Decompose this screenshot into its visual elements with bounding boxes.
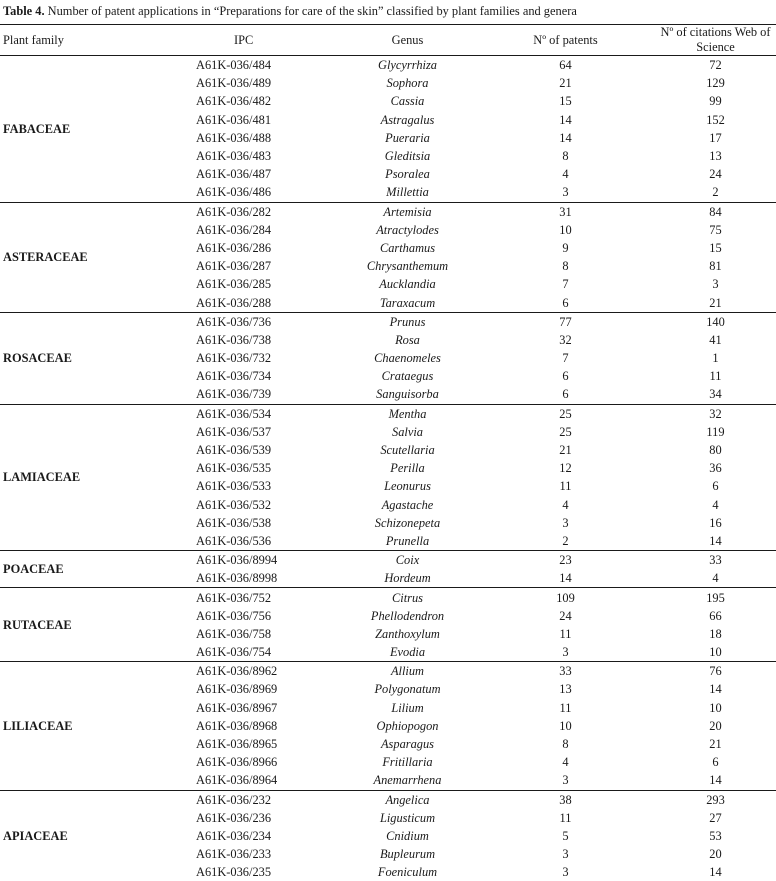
- patents-cell: 3: [562, 185, 569, 200]
- citations-cell: 24: [709, 167, 722, 182]
- citations-cell: 11: [709, 369, 722, 384]
- citations-cell: 84: [709, 204, 722, 219]
- ipc-cell: A61K-036/481: [196, 112, 272, 127]
- family-group: [0, 202, 776, 312]
- patents-cell: 3: [562, 847, 569, 862]
- genus-cell: Citrus: [392, 590, 423, 605]
- table-row: [0, 662, 776, 681]
- genus-cell: Phellodendron: [370, 608, 445, 623]
- genus-cell: Gleditsia: [384, 149, 431, 164]
- ipc-cell: A61K-036/284: [196, 222, 272, 237]
- patents-cell: 33: [559, 664, 572, 679]
- patents-cell: 6: [562, 387, 569, 402]
- ipc-cell: A61K-036/489: [196, 76, 272, 91]
- patents-cell: 38: [559, 792, 572, 807]
- citations-cell: 14: [709, 865, 722, 880]
- ipc-cell: A61K-036/738: [196, 332, 272, 347]
- column-header-genus: Genus: [325, 25, 490, 56]
- patents-cell: 15: [559, 94, 572, 109]
- header-row: [0, 25, 776, 56]
- ipc-cell: A61K-036/8968: [196, 718, 278, 733]
- ipc-cell: A61K-036/488: [196, 130, 272, 145]
- column-header-ipc: IPC: [163, 25, 325, 56]
- patents-cell: 14: [559, 112, 572, 127]
- genus-cell: Cassia: [390, 94, 425, 109]
- genus-cell: Polygonatum: [374, 682, 441, 697]
- patents-cell: 4: [562, 755, 569, 770]
- citations-cell: 293: [706, 792, 725, 807]
- genus-cell: Angelica: [385, 792, 430, 807]
- patents-cell: 6: [562, 369, 569, 384]
- citations-cell: 20: [709, 718, 722, 733]
- table-row: [0, 790, 776, 809]
- genus-cell: Mentha: [388, 406, 427, 421]
- table-row: [0, 588, 776, 607]
- ipc-cell: A61K-036/8967: [196, 700, 278, 715]
- genus-cell: Carthamus: [379, 240, 436, 255]
- patents-cell: 64: [559, 58, 572, 73]
- genus-cell: Sophora: [386, 76, 429, 91]
- ipc-cell: A61K-036/752: [196, 590, 272, 605]
- family-group: [0, 551, 776, 588]
- ipc-cell: A61K-036/236: [196, 810, 272, 825]
- citations-cell: 17: [709, 130, 722, 145]
- ipc-cell: A61K-036/538: [196, 515, 272, 530]
- ipc-cell: A61K-036/486: [196, 185, 272, 200]
- citations-cell: 80: [709, 443, 722, 458]
- plant-family-cell: RUTACEAE: [3, 617, 72, 632]
- genus-cell: Psoralea: [385, 167, 430, 182]
- table-header: [0, 25, 776, 56]
- citations-cell: 140: [706, 314, 725, 329]
- citations-cell: 27: [709, 810, 722, 825]
- genus-cell: Foeniculum: [377, 865, 438, 880]
- ipc-cell: A61K-036/754: [196, 645, 272, 660]
- patents-cell: 2: [562, 533, 569, 548]
- genus-cell: Fritillaria: [382, 755, 433, 770]
- family-group: [0, 588, 776, 662]
- patents-cell: 8: [562, 259, 569, 274]
- patents-cell: 13: [559, 682, 572, 697]
- table-row: [0, 312, 776, 331]
- patents-cell: 8: [562, 737, 569, 752]
- genus-cell: Scutellaria: [380, 443, 435, 458]
- citations-cell: 6: [712, 479, 719, 494]
- citations-cell: 21: [709, 737, 722, 752]
- citations-cell: 76: [709, 664, 722, 679]
- genus-cell: Perilla: [390, 461, 425, 476]
- citations-cell: 75: [709, 222, 722, 237]
- genus-cell: Taraxacum: [379, 295, 436, 310]
- genus-cell: Aucklandia: [379, 277, 436, 292]
- patents-cell: 4: [562, 497, 569, 512]
- ipc-cell: A61K-036/487: [196, 167, 272, 182]
- ipc-cell: A61K-036/232: [196, 792, 272, 807]
- ipc-cell: A61K-036/533: [196, 479, 272, 494]
- table-row: [0, 202, 776, 221]
- table-row: [0, 56, 776, 75]
- patents-cell: 11: [559, 626, 572, 641]
- citations-cell: 10: [709, 700, 722, 715]
- citations-cell: 33: [709, 553, 722, 568]
- genus-cell: Allium: [390, 664, 425, 679]
- patents-cell: 14: [559, 130, 572, 145]
- ipc-cell: A61K-036/736: [196, 314, 272, 329]
- ipc-cell: A61K-036/8965: [196, 737, 278, 752]
- genus-cell: Rosa: [395, 332, 420, 347]
- patents-cell: 7: [562, 351, 569, 366]
- ipc-cell: A61K-036/287: [196, 259, 272, 274]
- citations-cell: 14: [709, 533, 722, 548]
- table-caption: [3, 3, 577, 19]
- column-header-citations: Nº of citations Web of Science: [641, 25, 776, 56]
- genus-cell: Cnidium: [386, 828, 429, 843]
- family-group: [0, 312, 776, 404]
- genus-cell: Bupleurum: [379, 847, 436, 862]
- ipc-cell: A61K-036/758: [196, 626, 272, 641]
- genus-cell: Hordeum: [384, 571, 431, 586]
- genus-cell: Prunella: [385, 533, 430, 548]
- table-row: [0, 404, 776, 423]
- citations-cell: 119: [706, 424, 725, 439]
- ipc-cell: A61K-036/282: [196, 204, 272, 219]
- citations-cell: 53: [709, 828, 722, 843]
- citations-cell: 32: [709, 406, 722, 421]
- genus-cell: Ophiopogon: [376, 718, 439, 733]
- citations-cell: 14: [709, 773, 722, 788]
- genus-cell: Leonurus: [384, 479, 431, 494]
- patents-cell: 5: [562, 828, 569, 843]
- genus-cell: Ligusticum: [379, 810, 436, 825]
- genus-cell: Zanthoxylum: [375, 626, 440, 641]
- ipc-cell: A61K-036/537: [196, 424, 272, 439]
- genus-cell: Millettia: [386, 185, 429, 200]
- patents-cell: 24: [559, 608, 572, 623]
- patents-cell: 7: [562, 277, 569, 292]
- citations-cell: 13: [709, 149, 722, 164]
- citations-cell: 18: [709, 626, 722, 641]
- ipc-cell: A61K-036/739: [196, 387, 272, 402]
- citations-cell: 72: [709, 58, 722, 73]
- citations-cell: 10: [709, 645, 722, 660]
- patents-cell: 25: [559, 406, 572, 421]
- citations-cell: 1: [712, 351, 719, 366]
- ipc-cell: A61K-036/534: [196, 406, 272, 421]
- family-group: [0, 56, 776, 203]
- genus-cell: Sanguisorba: [376, 387, 439, 402]
- citations-cell: 4: [712, 497, 719, 512]
- citations-cell: 21: [709, 295, 722, 310]
- citations-cell: 3: [712, 277, 719, 292]
- ipc-cell: A61K-036/536: [196, 533, 272, 548]
- ipc-cell: A61K-036/734: [196, 369, 272, 384]
- ipc-cell: A61K-036/8969: [196, 682, 278, 697]
- patents-cell: 10: [559, 718, 572, 733]
- column-header-patents: Nº of patents: [490, 25, 641, 56]
- ipc-cell: A61K-036/483: [196, 149, 272, 164]
- patent-table: [0, 24, 776, 881]
- patents-cell: 11: [559, 810, 572, 825]
- genus-cell: Agastache: [381, 497, 434, 512]
- family-group: [0, 662, 776, 790]
- plant-family-cell: ASTERACEAE: [3, 250, 88, 265]
- patents-cell: 6: [562, 295, 569, 310]
- plant-family-cell: LILIACEAE: [3, 718, 73, 733]
- citations-cell: 81: [709, 259, 722, 274]
- patents-cell: 109: [556, 590, 575, 605]
- citations-cell: 2: [712, 185, 719, 200]
- patents-cell: 10: [559, 222, 572, 237]
- genus-cell: Lilium: [391, 700, 424, 715]
- citations-cell: 34: [709, 387, 722, 402]
- patents-cell: 21: [559, 443, 572, 458]
- citations-cell: 99: [709, 94, 722, 109]
- patents-cell: 11: [559, 479, 572, 494]
- plant-family-cell: LAMIACEAE: [3, 470, 81, 485]
- citations-cell: 14: [709, 682, 722, 697]
- citations-cell: 66: [709, 608, 722, 623]
- ipc-cell: A61K-036/532: [196, 497, 272, 512]
- ipc-cell: A61K-036/233: [196, 847, 272, 862]
- genus-cell: Chaenomeles: [374, 351, 441, 366]
- table-row: [0, 551, 776, 570]
- citations-cell: 36: [709, 461, 722, 476]
- family-group: [0, 790, 776, 881]
- ipc-cell: A61K-036/8994: [196, 553, 278, 568]
- patents-cell: 21: [559, 76, 572, 91]
- genus-cell: Schizonepeta: [374, 515, 441, 530]
- citations-cell: 152: [706, 112, 725, 127]
- genus-cell: Anemarrhena: [373, 773, 442, 788]
- table-label: Table 4.: [3, 4, 45, 18]
- patents-cell: 11: [559, 700, 572, 715]
- ipc-cell: A61K-036/8964: [196, 773, 278, 788]
- genus-cell: Salvia: [392, 424, 423, 439]
- citations-cell: 15: [709, 240, 722, 255]
- citations-cell: 195: [706, 590, 725, 605]
- ipc-cell: A61K-036/286: [196, 240, 272, 255]
- ipc-cell: A61K-036/732: [196, 351, 272, 366]
- genus-cell: Chrysanthemum: [366, 259, 449, 274]
- genus-cell: Glycyrrhiza: [378, 58, 437, 73]
- ipc-cell: A61K-036/482: [196, 94, 272, 109]
- ipc-cell: A61K-036/8998: [196, 571, 278, 586]
- genus-cell: Asparagus: [380, 737, 434, 752]
- patents-cell: 32: [559, 332, 572, 347]
- patents-cell: 8: [562, 149, 569, 164]
- column-header-plant-family: Plant family: [0, 25, 163, 56]
- citations-cell: 129: [706, 76, 725, 91]
- citations-cell: 16: [709, 515, 722, 530]
- genus-cell: Prunus: [389, 314, 426, 329]
- patents-cell: 12: [559, 461, 572, 476]
- patents-cell: 31: [559, 204, 572, 219]
- genus-cell: Atractylodes: [376, 222, 439, 237]
- patents-cell: 3: [562, 865, 569, 880]
- patents-cell: 9: [562, 240, 569, 255]
- patents-cell: 4: [562, 167, 569, 182]
- genus-cell: Artemisia: [383, 204, 432, 219]
- citations-cell: 20: [709, 847, 722, 862]
- plant-family-cell: APIACEAE: [3, 828, 68, 843]
- table-title: Number of patent applications in “Preparations for care of the skin” classified by plant families and genera: [47, 4, 577, 18]
- genus-cell: Evodia: [389, 645, 426, 660]
- genus-cell: Coix: [395, 553, 420, 568]
- citations-cell: 4: [712, 571, 719, 586]
- patents-cell: 3: [562, 645, 569, 660]
- patents-cell: 77: [559, 314, 572, 329]
- citations-cell: 6: [712, 755, 719, 770]
- genus-cell: Crataegus: [381, 369, 434, 384]
- patents-cell: 14: [559, 571, 572, 586]
- ipc-cell: A61K-036/234: [196, 828, 272, 843]
- ipc-cell: A61K-036/8962: [196, 664, 278, 679]
- patents-cell: 23: [559, 553, 572, 568]
- ipc-cell: A61K-036/539: [196, 443, 272, 458]
- ipc-cell: A61K-036/8966: [196, 755, 278, 770]
- ipc-cell: A61K-036/535: [196, 461, 272, 476]
- genus-cell: Astragalus: [380, 112, 435, 127]
- patents-cell: 25: [559, 424, 572, 439]
- plant-family-cell: POACEAE: [3, 562, 64, 577]
- patents-cell: 3: [562, 515, 569, 530]
- ipc-cell: A61K-036/288: [196, 295, 272, 310]
- family-group: [0, 404, 776, 551]
- ipc-cell: A61K-036/285: [196, 277, 272, 292]
- plant-family-cell: ROSACEAE: [3, 351, 72, 366]
- citations-cell: 41: [709, 332, 722, 347]
- patents-cell: 3: [562, 773, 569, 788]
- ipc-cell: A61K-036/235: [196, 865, 272, 880]
- genus-cell: Pueraria: [385, 130, 430, 145]
- plant-family-cell: FABACEAE: [3, 121, 71, 136]
- ipc-cell: A61K-036/756: [196, 608, 272, 623]
- ipc-cell: A61K-036/484: [196, 58, 272, 73]
